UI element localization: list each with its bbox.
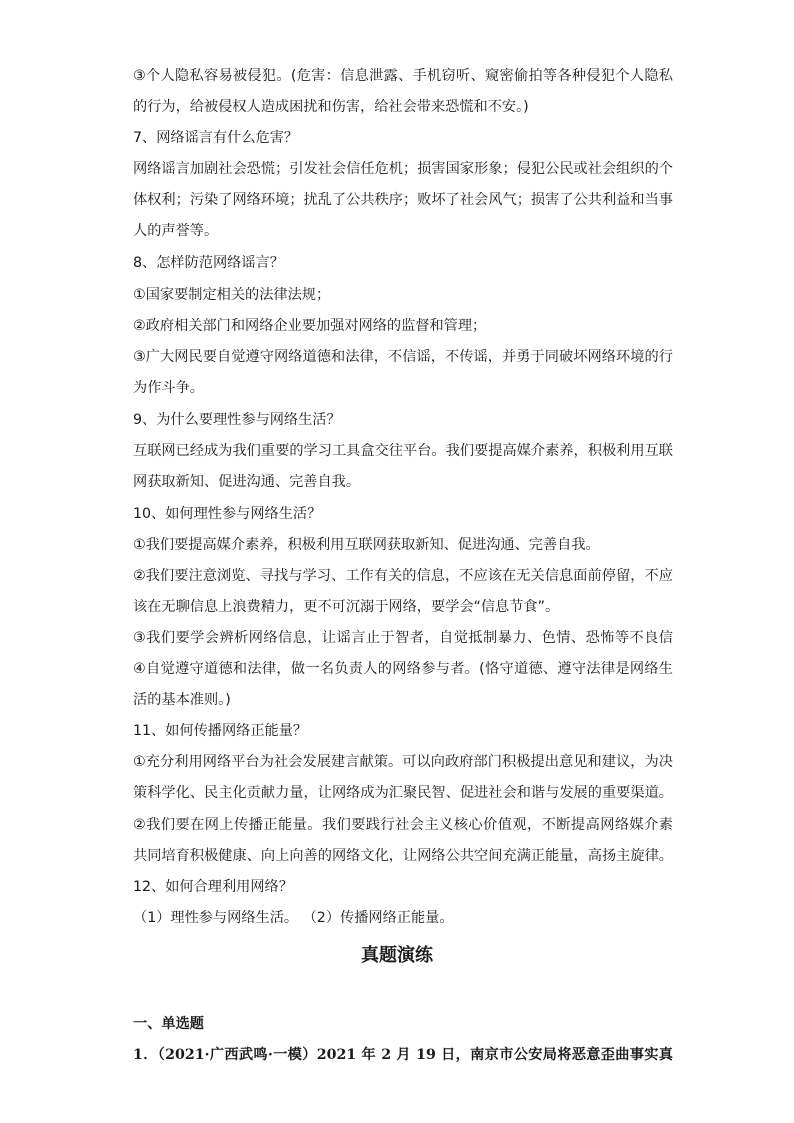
question-heading: 11、如何传播网络正能量？ bbox=[133, 723, 308, 739]
question-heading: 8、怎样防范网络谣言？ bbox=[133, 255, 284, 271]
subsection-heading: 一、单选题 bbox=[133, 1016, 204, 1032]
question-heading: 10、如何理性参与网络生活？ bbox=[133, 506, 322, 522]
text-line: 体权利；污染了网络环境；扰乱了公共秩序；败坏了社会风气；损害了公共利益和当事 bbox=[133, 192, 673, 208]
text-line: ②政府相关部门和网络企业要加强对网络的监督和管理； bbox=[133, 318, 487, 334]
question-heading: 12、如何合理利用网络？ bbox=[133, 879, 293, 895]
text-line: 为作斗争。 bbox=[133, 380, 204, 396]
question-heading: 9、为什么要理性参与网络生活？ bbox=[133, 412, 341, 428]
text-line: ④自觉遵守道德和法律，做一名负责人的网络参与者。(恪守道德、遵守法律是网络生 bbox=[133, 661, 673, 677]
question-heading: 7、网络谣言有什么危害？ bbox=[133, 130, 299, 146]
text-line: ③广大网民要自觉遵守网络道德和法律，不信谣，不传谣，并勇于同破坏网络环境的行 bbox=[133, 349, 673, 365]
text-line: ②我们要在网上传播正能量。我们要践行社会主义核心价值观，不断提高网络媒介素 bbox=[133, 817, 673, 833]
section-title: 真题演练 bbox=[361, 945, 433, 966]
text-line: 活的基本准则。) bbox=[133, 692, 231, 708]
text-line: 网获取新知、促进沟通、完善自我。 bbox=[133, 474, 361, 490]
text-line: ①我们要提高媒介素养，积极利用互联网获取新知、促进沟通、完善自我。 bbox=[133, 537, 600, 553]
text-line: ③个人隐私容易被侵犯。(危害：信息泄露、手机窃听、窥密偷拍等各种侵犯个人隐私 bbox=[133, 68, 673, 84]
text-line: 的行为，给被侵权人造成困扰和伤害，给社会带来恐慌和不安。) bbox=[133, 99, 529, 115]
text-line: 策科学化、民主化贡献力量，让网络成为汇聚民智、促进社会和谐与发展的重要渠道。 bbox=[133, 785, 673, 801]
text-line: （1）理性参与网络生活。 （2）传播网络正能量。 bbox=[133, 910, 454, 926]
text-line: 共同培育积极健康、向上向善的网络文化，让网络公共空间充满正能量，高扬主旋律。 bbox=[133, 848, 673, 864]
text-line: ①充分利用网络平台为社会发展建言献策。可以向政府部门积极提出意见和建议，为决 bbox=[133, 754, 673, 770]
text-line: 互联网已经成为我们重要的学习工具盒交往平台。我们要提高媒介素养，积极利用互联 bbox=[133, 443, 673, 459]
question-text: 1．（2021·广西武鸣·一模）2021 年 2 月 19 日，南京市公安局将恶意歪曲事实真 bbox=[133, 1047, 673, 1063]
text-line: ③我们要学会辨析网络信息，让谣言止于智者，自觉抵制暴力、色情、恐怖等不良信 bbox=[133, 630, 673, 646]
text-line: 人的声誉等。 bbox=[133, 223, 219, 239]
text-line: ②我们要注意浏览、寻找与学习、工作有关的信息，不应该在无关信息面前停留，不应 bbox=[133, 568, 673, 584]
text-line: ①国家要制定相关的法律法规； bbox=[133, 287, 331, 303]
text-line: 该在无聊信息上浪费精力，更不可沉溺于网络，要学会“信息节食”。 bbox=[133, 599, 560, 615]
text-line: 网络谣言加剧社会恐慌；引发社会信任危机；损害国家形象；侵犯公民或社会组织的个 bbox=[133, 161, 673, 177]
